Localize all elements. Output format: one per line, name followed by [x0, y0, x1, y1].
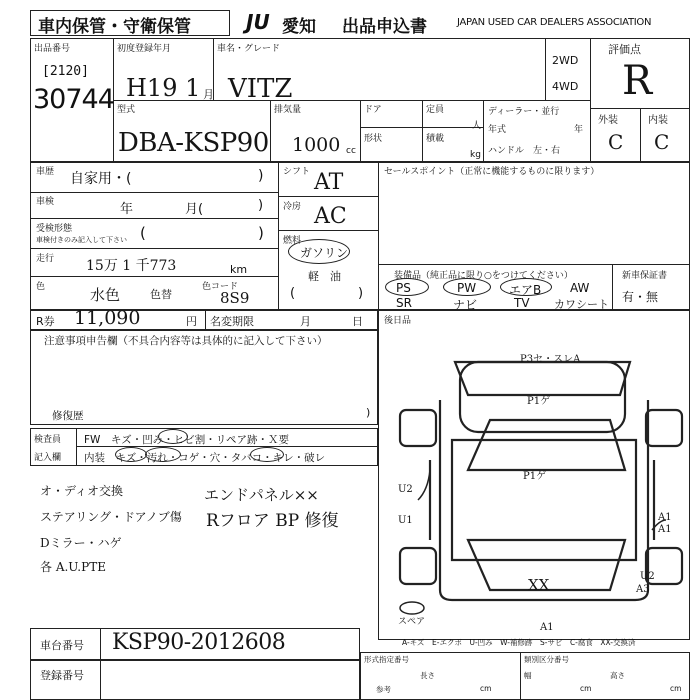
ac-value: AC — [314, 204, 347, 229]
exterior-value: C — [608, 130, 624, 154]
load-label: 積載 — [426, 134, 445, 144]
hand-note-4: 各 A.U.PTE — [40, 560, 106, 574]
month-char: 月 — [203, 88, 214, 101]
interior-label: 内装 — [648, 115, 668, 126]
spare-label: スペア — [398, 617, 426, 627]
fuel-paren-close: ) — [358, 286, 364, 301]
repair-label: 修復歴 — [52, 410, 84, 422]
door-label: ドア — [364, 105, 382, 115]
form-number-label: 形式指定番号 — [364, 655, 409, 664]
inspector-label: 検査員 — [34, 435, 62, 445]
mark-u2-left: U2 — [398, 484, 413, 495]
ju-logo: JU — [246, 10, 270, 34]
grade-label: 評価点 — [608, 43, 641, 56]
receipt-open: ( — [140, 224, 146, 242]
mark-u1-left: U1 — [398, 515, 413, 526]
equip-seat: カワシート — [554, 298, 609, 311]
lot-label: 出品番号 — [34, 44, 71, 54]
repair-close: ) — [366, 406, 371, 419]
drive-4wd: 4WD — [552, 80, 579, 93]
fuel-paren: ( — [290, 286, 296, 301]
name-change-label: 名変期限 — [210, 315, 254, 328]
displacement-value: 1000 — [292, 134, 341, 156]
name-change-month: 月 — [300, 315, 311, 328]
year-char: 年 — [574, 125, 584, 135]
inspection-year: 年 — [120, 202, 134, 217]
width-cm: cm — [580, 684, 592, 693]
history-close: ) — [258, 168, 264, 184]
mark-a1-right: A1 — [658, 512, 672, 523]
association-name: JAPAN USED CAR DEALERS ASSOCIATION — [457, 17, 652, 28]
record-label: 記入欄 — [34, 453, 62, 463]
mark-a1-bottom: A1 — [540, 622, 554, 633]
hand-note-1: オ・ディオ交換 — [40, 484, 124, 498]
history-value: 自家用・( — [70, 171, 132, 187]
length-label: 長さ — [420, 671, 435, 680]
form-title: 出品申込書 — [342, 17, 427, 37]
cc-unit: cc — [346, 146, 356, 156]
exterior-label: 外装 — [598, 115, 618, 126]
first-reg-value: H19 1 — [126, 74, 201, 102]
color-label: 色 — [36, 282, 46, 292]
shift-label: シフト — [283, 167, 311, 177]
color-value: 水色 — [90, 286, 121, 304]
equipment-label: 装備品（純正品に限り○をつけてください） — [394, 271, 573, 281]
yen-unit: 円 — [186, 315, 197, 328]
receipt-label: 受検形態 — [36, 224, 73, 234]
lot-number: 30744 — [33, 84, 114, 115]
storage-badge-text: 車内保管・守衛保管 — [38, 17, 191, 37]
shape-label: 形状 — [364, 134, 383, 144]
first-reg-label: 初度登録年月 — [117, 44, 172, 54]
right-note-1: エンドパネル×× — [204, 486, 319, 504]
mark-a3-right: A3 — [636, 584, 650, 595]
capacity-label: 定員 — [426, 105, 445, 115]
equip-navi: ナビ — [453, 298, 478, 312]
displacement-label: 排気量 — [274, 105, 302, 115]
fuel-value: ガソリン — [300, 246, 349, 260]
drive-2wd: 2WD — [552, 54, 579, 67]
recycle-value: 11,090 — [74, 307, 141, 329]
fw-row: FW キズ・凹み・ヒビ割・リペア跡・Ｘ要 — [84, 434, 290, 446]
ac-label: 冷房 — [283, 202, 302, 212]
right-note-2: Rフロア BP 修復 — [206, 511, 339, 531]
handle-label: ハンドル 左・右 — [488, 146, 561, 156]
receipt-note: 車検付きのみ記入して下さい — [36, 236, 127, 244]
inspection-close: ) — [258, 198, 264, 213]
model-year-label: 年式 — [488, 125, 507, 135]
name-change-day: 日 — [352, 315, 363, 328]
equip-pw: PW — [457, 281, 477, 295]
hand-note-2: ステアリング・ドアノブ傷 — [40, 510, 182, 524]
equip-tv: TV — [514, 296, 530, 310]
history-label: 車歴 — [36, 167, 55, 177]
after-items-label: 後日品 — [384, 316, 412, 326]
fuel-label: 燃料 — [283, 236, 302, 246]
fuel-diesel: 軽 油 — [308, 270, 341, 283]
inspection-label: 車検 — [36, 197, 55, 207]
type-value: DBA-KSP90 — [118, 128, 269, 158]
dealer-label: ディーラー・並行 — [488, 107, 560, 117]
equip-aw: AW — [570, 281, 590, 295]
mark-u2-right: U2 — [640, 571, 655, 582]
width-label: 幅 — [524, 671, 532, 680]
mark-xx: XX — [528, 576, 550, 594]
length-cm: cm — [480, 684, 492, 693]
color-code-label: 色コード — [202, 282, 239, 292]
ref-label: 参考 — [376, 685, 391, 694]
mileage-value: 15万 1 千773 — [86, 258, 177, 274]
damage-legend: A-キズ E-エクボ U-凹み W-補修跡 S-サビ C-腐食 XX-交換済 — [402, 638, 636, 647]
lot-bracket: [2120] — [42, 64, 89, 79]
title-pref: 愛知 — [282, 17, 316, 37]
equip-airbag: エアB — [509, 283, 542, 297]
km-unit: km — [230, 263, 248, 276]
mileage-label: 走行 — [36, 254, 55, 264]
height-label: 高さ — [610, 671, 625, 680]
person-unit: 人 — [472, 121, 482, 131]
interior-row: 内装 キズ・汚れ・コゲ・穴・タバコ・キレ・破レ — [84, 452, 326, 464]
warranty-label: 新車保証書 — [622, 271, 668, 281]
grade-value: R — [622, 58, 653, 104]
hand-note-3: Dミラー・ハゲ — [40, 536, 122, 550]
chassis-label: 車台番号 — [40, 639, 84, 652]
mark-p3: P3セ・スレA — [520, 354, 581, 365]
equip-ps: PS — [396, 281, 411, 295]
mark-p1-mid: P1ゲ — [523, 471, 547, 482]
class-number-label: 類別区分番号 — [524, 655, 569, 664]
mark-a1-right-2: A1 — [658, 524, 672, 535]
recycle-label: R券 — [36, 315, 55, 328]
chassis-number: KSP90-2012608 — [112, 630, 286, 655]
shift-value: AT — [314, 170, 344, 195]
kg-unit: kg — [470, 150, 481, 160]
color-change-label: 色替 — [150, 288, 172, 301]
warranty-value: 有・無 — [622, 290, 659, 304]
receipt-close: ) — [258, 224, 264, 242]
sales-point-label: セールスポイント（正常に機能するものに限ります） — [384, 167, 600, 177]
color-code-value: 8S9 — [220, 289, 250, 307]
mark-p1-top: P1ゲ — [527, 396, 551, 407]
name-grade-label: 車名・グレード — [217, 44, 281, 54]
height-cm: cm — [670, 684, 682, 693]
equip-sr: SR — [396, 296, 412, 310]
name-value: VITZ — [228, 74, 293, 104]
inspection-month: 月( — [185, 202, 204, 217]
interior-value: C — [654, 130, 670, 154]
type-label: 型式 — [117, 105, 136, 115]
registration-label: 登録番号 — [40, 669, 84, 682]
notes-label: 注意事項申告欄（不具合内容等は具体的に記入して下さい） — [44, 335, 328, 347]
